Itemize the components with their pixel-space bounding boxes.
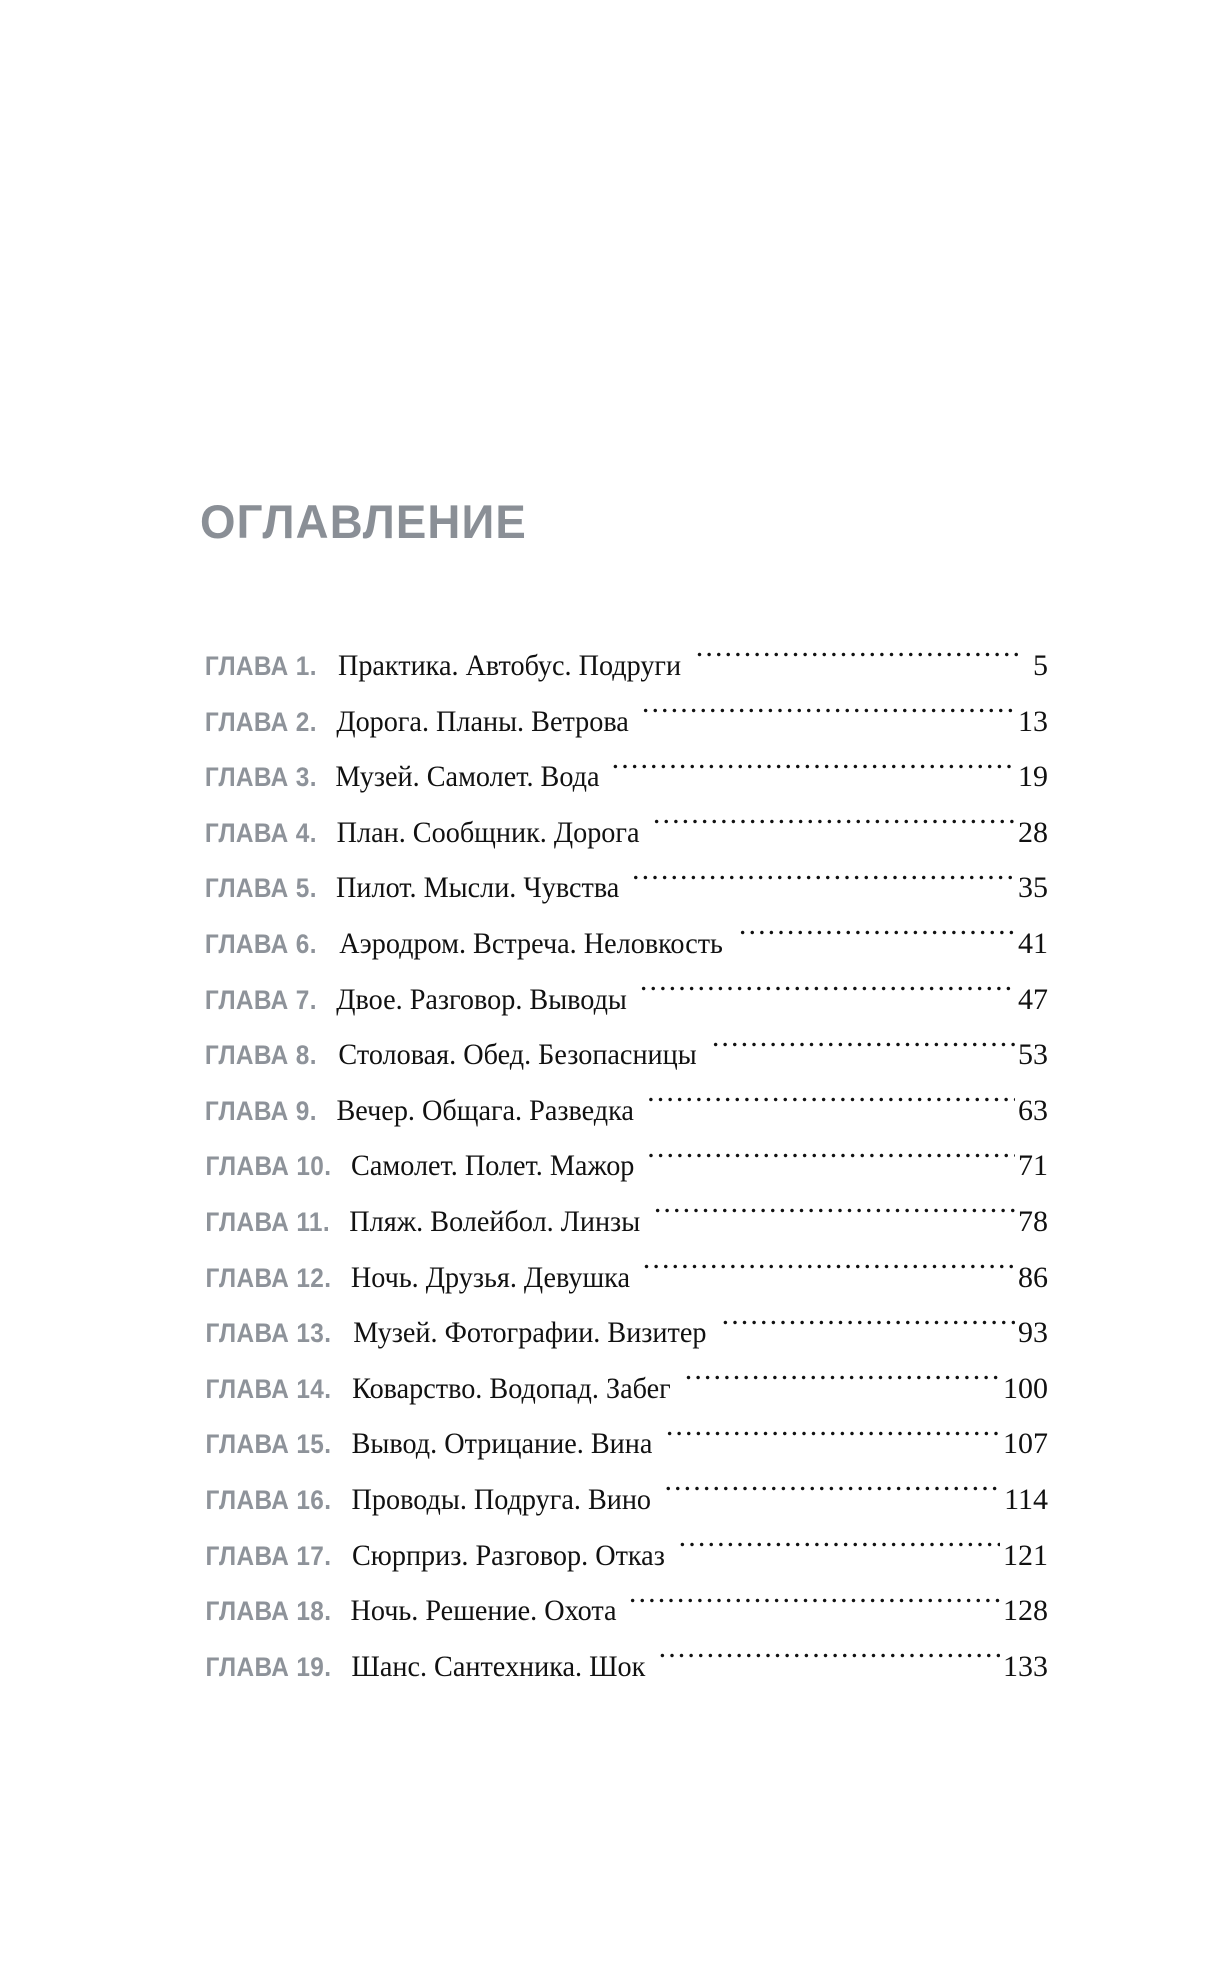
- dot-leader: [647, 1145, 1015, 1175]
- dot-leader: [696, 645, 1019, 675]
- toc-content: [196, 495, 1048, 1683]
- page-number: 53: [1018, 1038, 1048, 1072]
- page-number: 63: [1018, 1093, 1048, 1127]
- page-title: ОГЛАВЛЕНИЕ: [200, 495, 528, 548]
- page-number: 121: [1003, 1538, 1048, 1572]
- chapter-number-label: ГЛАВА 7.: [204, 984, 317, 1015]
- dot-leader: [666, 1423, 1000, 1453]
- toc-entry[interactable]: [200, 1361, 1048, 1417]
- chapter-title: Пилот. Мысли. Чувства: [335, 871, 620, 905]
- chapter-number-label: ГЛАВА 3.: [204, 762, 317, 793]
- toc-entry[interactable]: [200, 694, 1048, 750]
- page-number: 133: [1003, 1649, 1048, 1683]
- dot-leader: [647, 1090, 1015, 1120]
- chapter-title: Дорога. Планы. Ветрова: [336, 704, 629, 738]
- page-number: 35: [1018, 871, 1048, 905]
- toc-entry[interactable]: [200, 1194, 1048, 1250]
- chapter-number-label: ГЛАВА 11.: [205, 1206, 330, 1237]
- page-number: 78: [1018, 1204, 1048, 1238]
- toc-entry[interactable]: [200, 805, 1048, 861]
- dot-leader: [643, 1257, 1015, 1287]
- chapter-number-label: ГЛАВА 16.: [205, 1484, 332, 1515]
- toc-entry[interactable]: [200, 1305, 1048, 1361]
- page-number: 47: [1018, 982, 1048, 1016]
- chapter-title: Коварство. Водопад. Забег: [352, 1371, 671, 1405]
- toc-list: [200, 638, 1048, 1694]
- chapter-number-label: ГЛАВА 13.: [205, 1318, 332, 1349]
- toc-entry[interactable]: [200, 1027, 1048, 1083]
- chapter-number-label: ГЛАВА 10.: [205, 1151, 332, 1182]
- dot-leader: [632, 867, 1015, 897]
- chapter-title: Самолет. Полет. Мажор: [350, 1149, 635, 1183]
- toc-entry[interactable]: [200, 1528, 1048, 1584]
- chapter-number-label: ГЛАВА 9.: [204, 1095, 317, 1126]
- chapter-number-label: ГЛАВА 1.: [204, 651, 317, 681]
- toc-entry[interactable]: [200, 1416, 1048, 1472]
- dot-leader: [612, 756, 1015, 786]
- page-number: 41: [1018, 926, 1048, 960]
- chapter-title: Столовая. Обед. Безопасницы: [338, 1038, 697, 1072]
- chapter-title: Двое. Разговор. Выводы: [335, 982, 627, 1016]
- page-number: 19: [1018, 760, 1048, 794]
- chapter-number-label: ГЛАВА 5.: [204, 873, 317, 904]
- dot-leader: [664, 1479, 1001, 1509]
- chapter-number-label: ГЛАВА 12.: [205, 1262, 332, 1293]
- dot-leader: [659, 1646, 1000, 1676]
- page-number: 86: [1018, 1260, 1048, 1294]
- chapter-title: Вывод. Отрицание. Вина: [351, 1427, 653, 1461]
- toc-entry[interactable]: [200, 860, 1048, 916]
- page-number: 28: [1018, 815, 1048, 849]
- page-number: 71: [1018, 1149, 1048, 1183]
- toc-entry[interactable]: [200, 1639, 1048, 1695]
- dot-leader: [679, 1535, 1000, 1565]
- toc-entry[interactable]: [200, 749, 1048, 805]
- page-number: 13: [1018, 704, 1048, 738]
- toc-entry[interactable]: [200, 1250, 1048, 1306]
- toc-entry[interactable]: [200, 916, 1048, 972]
- chapter-number-label: ГЛАВА 15.: [205, 1429, 332, 1460]
- chapter-number-label: ГЛАВА 2.: [204, 706, 317, 737]
- dot-leader: [685, 1368, 1000, 1398]
- chapter-number-label: ГЛАВА 19.: [205, 1651, 332, 1682]
- page-number: 5: [1033, 649, 1048, 682]
- chapter-title: Ночь. Друзья. Девушка: [350, 1260, 630, 1294]
- page-number: 93: [1018, 1316, 1048, 1350]
- chapter-title: Практика. Автобус. Подруги: [337, 649, 681, 682]
- chapter-number-label: ГЛАВА 4.: [204, 817, 317, 848]
- chapter-title: Аэродром. Встреча. Неловкость: [338, 926, 723, 960]
- chapter-title: План. Сообщник. Дорога: [336, 815, 640, 849]
- chapter-title: Ночь. Решение. Охота: [350, 1594, 617, 1628]
- dot-leader: [653, 812, 1015, 842]
- dot-leader: [722, 1312, 1015, 1342]
- page-number: 128: [1003, 1594, 1048, 1628]
- chapter-number-label: ГЛАВА 14.: [205, 1373, 332, 1404]
- chapter-title: Музей. Самолет. Вода: [335, 760, 600, 794]
- dot-leader: [654, 1201, 1015, 1231]
- chapter-title: Шанс. Сантехника. Шок: [351, 1649, 646, 1683]
- dot-leader: [640, 979, 1015, 1009]
- page-number: 100: [1003, 1371, 1048, 1405]
- toc-entry[interactable]: [200, 1083, 1048, 1139]
- dot-leader: [712, 1034, 1015, 1064]
- dot-leader: [629, 1590, 1000, 1620]
- chapter-title: Сюрприз. Разговор. Отказ: [351, 1538, 665, 1572]
- toc-entry[interactable]: [200, 972, 1048, 1028]
- toc-entry[interactable]: [200, 1583, 1048, 1639]
- page-number: 107: [1003, 1427, 1048, 1461]
- dot-leader: [642, 701, 1015, 731]
- chapter-number-label: ГЛАВА 17.: [205, 1540, 332, 1571]
- chapter-number-label: ГЛАВА 18.: [205, 1596, 332, 1627]
- page-number: 114: [1004, 1482, 1048, 1516]
- chapter-title: Музей. Фотографии. Визитер: [353, 1316, 707, 1350]
- dot-leader: [739, 923, 1015, 953]
- chapter-number-label: ГЛАВА 6.: [204, 928, 317, 959]
- chapter-title: Проводы. Подруга. Вино: [351, 1482, 651, 1516]
- chapter-title: Пляж. Волейбол. Линзы: [349, 1204, 641, 1238]
- toc-entry[interactable]: [200, 1472, 1048, 1528]
- chapter-title: Вечер. Общага. Разведка: [336, 1093, 634, 1127]
- toc-entry[interactable]: [200, 638, 1048, 694]
- toc-entry[interactable]: [200, 1138, 1048, 1194]
- chapter-number-label: ГЛАВА 8.: [204, 1040, 317, 1071]
